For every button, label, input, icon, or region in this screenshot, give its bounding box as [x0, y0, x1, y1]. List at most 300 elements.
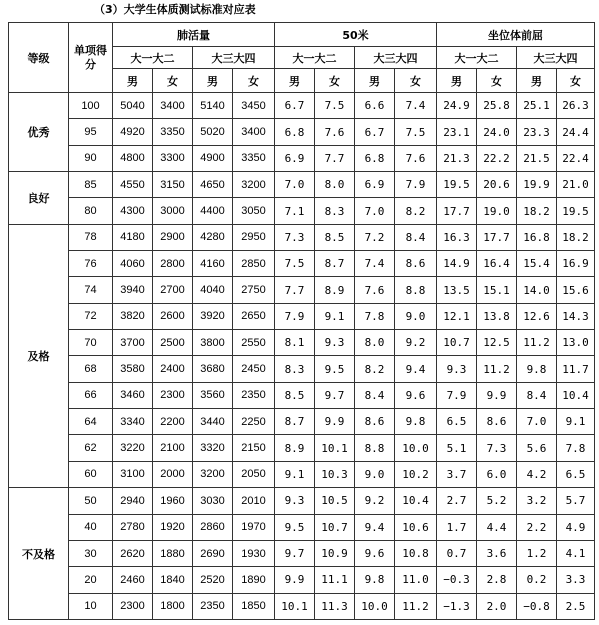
- lung-capacity-cell: 2100: [153, 435, 193, 461]
- lung-capacity-cell: 5140: [193, 93, 233, 119]
- sit-and-reach-cell: 14.9: [437, 251, 477, 277]
- score-cell: 74: [69, 277, 113, 303]
- lung-capacity-cell: 3320: [193, 435, 233, 461]
- sit-and-reach-cell: 19.9: [517, 172, 557, 198]
- lung-capacity-cell: 2860: [193, 514, 233, 540]
- sit-and-reach-cell: 6.5: [437, 409, 477, 435]
- lung-capacity-cell: 2500: [153, 330, 193, 356]
- run-50m-cell: 8.9: [275, 435, 315, 461]
- run-50m-cell: 9.2: [355, 488, 395, 514]
- run-50m-cell: 9.5: [315, 356, 355, 382]
- run-50m-cell: 9.8: [395, 409, 437, 435]
- run-50m-cell: 8.2: [395, 198, 437, 224]
- lung-capacity-cell: 2300: [153, 382, 193, 408]
- header-gender: 女: [477, 69, 517, 93]
- header-range: 大三大四: [193, 47, 275, 69]
- run-50m-cell: 9.3: [315, 330, 355, 356]
- run-50m-cell: 6.9: [355, 172, 395, 198]
- sit-and-reach-cell: 21.0: [557, 172, 595, 198]
- header-range: 大三大四: [355, 47, 437, 69]
- sit-and-reach-cell: 19.5: [437, 172, 477, 198]
- sit-and-reach-cell: 0.2: [517, 567, 557, 593]
- sit-and-reach-cell: 24.0: [477, 119, 517, 145]
- run-50m-cell: 9.1: [275, 461, 315, 487]
- sit-and-reach-cell: 15.4: [517, 251, 557, 277]
- lung-capacity-cell: 3820: [113, 303, 153, 329]
- sit-and-reach-cell: 22.2: [477, 145, 517, 171]
- lung-capacity-cell: 2520: [193, 567, 233, 593]
- score-cell: 70: [69, 330, 113, 356]
- lung-capacity-cell: 4550: [113, 172, 153, 198]
- lung-capacity-cell: 4900: [193, 145, 233, 171]
- run-50m-cell: 7.4: [395, 93, 437, 119]
- run-50m-cell: 7.6: [355, 277, 395, 303]
- run-50m-cell: 7.5: [275, 251, 315, 277]
- run-50m-cell: 8.8: [395, 277, 437, 303]
- lung-capacity-cell: 3200: [233, 172, 275, 198]
- table-row: [9, 224, 595, 250]
- lung-capacity-cell: 3440: [193, 409, 233, 435]
- sit-and-reach-cell: −0.3: [437, 567, 477, 593]
- sit-and-reach-cell: 11.2: [477, 356, 517, 382]
- run-50m-cell: 7.4: [355, 251, 395, 277]
- run-50m-cell: 9.0: [355, 461, 395, 487]
- sit-and-reach-cell: 2.7: [437, 488, 477, 514]
- run-50m-cell: 8.6: [355, 409, 395, 435]
- header-range: 大一大二: [275, 47, 355, 69]
- lung-capacity-cell: 4060: [113, 251, 153, 277]
- score-cell: 68: [69, 356, 113, 382]
- score-cell: 60: [69, 461, 113, 487]
- sit-and-reach-cell: 14.3: [557, 303, 595, 329]
- run-50m-cell: 6.6: [355, 93, 395, 119]
- run-50m-cell: 10.2: [395, 461, 437, 487]
- sit-and-reach-cell: 4.1: [557, 540, 595, 566]
- sit-and-reach-cell: 9.3: [437, 356, 477, 382]
- run-50m-cell: 7.9: [395, 172, 437, 198]
- run-50m-cell: 7.6: [315, 119, 355, 145]
- sit-and-reach-cell: 5.6: [517, 435, 557, 461]
- table-row: [9, 488, 595, 514]
- run-50m-cell: 6.7: [355, 119, 395, 145]
- run-50m-cell: 10.1: [315, 435, 355, 461]
- header-range: 大一大二: [437, 47, 517, 69]
- lung-capacity-cell: 3400: [153, 93, 193, 119]
- sit-and-reach-cell: 3.6: [477, 540, 517, 566]
- lung-capacity-cell: 2950: [233, 224, 275, 250]
- sit-and-reach-cell: 16.4: [477, 251, 517, 277]
- sit-and-reach-cell: 3.2: [517, 488, 557, 514]
- run-50m-cell: 10.6: [395, 514, 437, 540]
- lung-capacity-cell: 3450: [233, 93, 275, 119]
- sit-and-reach-cell: 2.2: [517, 514, 557, 540]
- sit-and-reach-cell: 13.0: [557, 330, 595, 356]
- run-50m-cell: 11.3: [315, 593, 355, 619]
- lung-capacity-cell: 2900: [153, 224, 193, 250]
- sit-and-reach-cell: 7.8: [557, 435, 595, 461]
- lung-capacity-cell: 2050: [233, 461, 275, 487]
- lung-capacity-cell: 1920: [153, 514, 193, 540]
- run-50m-cell: 10.4: [395, 488, 437, 514]
- lung-capacity-cell: 3200: [193, 461, 233, 487]
- run-50m-cell: 7.2: [355, 224, 395, 250]
- run-50m-cell: 10.9: [315, 540, 355, 566]
- sit-and-reach-cell: 3.7: [437, 461, 477, 487]
- sit-and-reach-cell: 14.0: [517, 277, 557, 303]
- lung-capacity-cell: 2450: [233, 356, 275, 382]
- header-group-50m-run: 50米: [275, 23, 437, 47]
- sit-and-reach-cell: 23.3: [517, 119, 557, 145]
- lung-capacity-cell: 2300: [113, 593, 153, 619]
- score-cell: 78: [69, 224, 113, 250]
- lung-capacity-cell: 2850: [233, 251, 275, 277]
- table-row: [9, 145, 595, 171]
- sit-and-reach-cell: 21.5: [517, 145, 557, 171]
- run-50m-cell: 9.9: [275, 567, 315, 593]
- run-50m-cell: 9.5: [275, 514, 315, 540]
- lung-capacity-cell: 2780: [113, 514, 153, 540]
- sit-and-reach-cell: 1.2: [517, 540, 557, 566]
- header-gender: 男: [193, 69, 233, 93]
- sit-and-reach-cell: 11.7: [557, 356, 595, 382]
- run-50m-cell: 7.5: [395, 119, 437, 145]
- lung-capacity-cell: 2350: [233, 382, 275, 408]
- lung-capacity-cell: 3000: [153, 198, 193, 224]
- score-cell: 76: [69, 251, 113, 277]
- lung-capacity-cell: 2250: [233, 409, 275, 435]
- run-50m-cell: 9.6: [395, 382, 437, 408]
- run-50m-cell: 7.8: [355, 303, 395, 329]
- lung-capacity-cell: 2550: [233, 330, 275, 356]
- run-50m-cell: 11.2: [395, 593, 437, 619]
- lung-capacity-cell: 2200: [153, 409, 193, 435]
- score-cell: 62: [69, 435, 113, 461]
- header-gender: 女: [233, 69, 275, 93]
- run-50m-cell: 9.8: [355, 567, 395, 593]
- score-cell: 100: [69, 93, 113, 119]
- lung-capacity-cell: 3400: [233, 119, 275, 145]
- header-gender: 男: [355, 69, 395, 93]
- lung-capacity-cell: 2400: [153, 356, 193, 382]
- lung-capacity-cell: 1880: [153, 540, 193, 566]
- run-50m-cell: 10.1: [275, 593, 315, 619]
- lung-capacity-cell: 5020: [193, 119, 233, 145]
- lung-capacity-cell: 1960: [153, 488, 193, 514]
- header-group-lung-capacity: 肺活量: [113, 23, 275, 47]
- lung-capacity-cell: 3680: [193, 356, 233, 382]
- sit-and-reach-cell: 17.7: [477, 224, 517, 250]
- score-cell: 10: [69, 593, 113, 619]
- lung-capacity-cell: 3460: [113, 382, 153, 408]
- header-gender: 女: [153, 69, 193, 93]
- sit-and-reach-cell: 26.3: [557, 93, 595, 119]
- sit-and-reach-cell: 16.9: [557, 251, 595, 277]
- score-cell: 40: [69, 514, 113, 540]
- table-row: [9, 330, 595, 356]
- grade-label: 优秀: [9, 93, 69, 172]
- run-50m-cell: 9.7: [315, 382, 355, 408]
- sit-and-reach-cell: 3.3: [557, 567, 595, 593]
- lung-capacity-cell: 2650: [233, 303, 275, 329]
- run-50m-cell: 7.3: [275, 224, 315, 250]
- run-50m-cell: 8.5: [315, 224, 355, 250]
- sit-and-reach-cell: 13.5: [437, 277, 477, 303]
- run-50m-cell: 11.1: [315, 567, 355, 593]
- run-50m-cell: 8.9: [315, 277, 355, 303]
- sit-and-reach-cell: 6.0: [477, 461, 517, 487]
- header-gender: 女: [395, 69, 437, 93]
- sit-and-reach-cell: 10.7: [437, 330, 477, 356]
- sit-and-reach-cell: 7.9: [437, 382, 477, 408]
- lung-capacity-cell: 1970: [233, 514, 275, 540]
- table-row: [9, 172, 595, 198]
- header-gender: 男: [113, 69, 153, 93]
- run-50m-cell: 9.0: [395, 303, 437, 329]
- sit-and-reach-cell: 16.8: [517, 224, 557, 250]
- score-cell: 20: [69, 567, 113, 593]
- lung-capacity-cell: 4180: [113, 224, 153, 250]
- run-50m-cell: 6.8: [275, 119, 315, 145]
- lung-capacity-cell: 4040: [193, 277, 233, 303]
- header-gender: 女: [315, 69, 355, 93]
- run-50m-cell: 6.9: [275, 145, 315, 171]
- sit-and-reach-cell: 9.1: [557, 409, 595, 435]
- sit-and-reach-cell: 18.2: [517, 198, 557, 224]
- run-50m-cell: 8.3: [315, 198, 355, 224]
- sit-and-reach-cell: 19.5: [557, 198, 595, 224]
- fitness-standard-table: [8, 22, 595, 620]
- sit-and-reach-cell: 5.2: [477, 488, 517, 514]
- table-row: [9, 409, 595, 435]
- sit-and-reach-cell: 1.7: [437, 514, 477, 540]
- sit-and-reach-cell: 12.1: [437, 303, 477, 329]
- header-grade: 等级: [9, 23, 69, 93]
- run-50m-cell: 7.9: [275, 303, 315, 329]
- grade-label: 良好: [9, 172, 69, 225]
- sit-and-reach-cell: 4.9: [557, 514, 595, 540]
- table-row: [9, 356, 595, 382]
- sit-and-reach-cell: 2.8: [477, 567, 517, 593]
- lung-capacity-cell: 1840: [153, 567, 193, 593]
- sit-and-reach-cell: 6.5: [557, 461, 595, 487]
- table-row: [9, 435, 595, 461]
- run-50m-cell: 9.4: [395, 356, 437, 382]
- lung-capacity-cell: 2750: [233, 277, 275, 303]
- sit-and-reach-cell: 13.8: [477, 303, 517, 329]
- lung-capacity-cell: 3050: [233, 198, 275, 224]
- sit-and-reach-cell: 21.3: [437, 145, 477, 171]
- sit-and-reach-cell: −0.8: [517, 593, 557, 619]
- lung-capacity-cell: 3800: [193, 330, 233, 356]
- score-cell: 85: [69, 172, 113, 198]
- header-gender: 女: [557, 69, 595, 93]
- page-title: （3）大学生体质测试标准对应表: [94, 3, 256, 16]
- sit-and-reach-cell: 12.6: [517, 303, 557, 329]
- lung-capacity-cell: 2150: [233, 435, 275, 461]
- run-50m-cell: 9.1: [315, 303, 355, 329]
- run-50m-cell: 8.7: [315, 251, 355, 277]
- sit-and-reach-cell: 7.0: [517, 409, 557, 435]
- sit-and-reach-cell: 18.2: [557, 224, 595, 250]
- header-range: 大三大四: [517, 47, 595, 69]
- lung-capacity-cell: 3560: [193, 382, 233, 408]
- sit-and-reach-cell: 9.8: [517, 356, 557, 382]
- run-50m-cell: 8.0: [355, 330, 395, 356]
- table-row: [9, 198, 595, 224]
- sit-and-reach-cell: 2.5: [557, 593, 595, 619]
- score-cell: 64: [69, 409, 113, 435]
- run-50m-cell: 8.2: [355, 356, 395, 382]
- sit-and-reach-cell: 24.9: [437, 93, 477, 119]
- run-50m-cell: 8.7: [275, 409, 315, 435]
- table-row: [9, 461, 595, 487]
- score-cell: 90: [69, 145, 113, 171]
- lung-capacity-cell: 4920: [113, 119, 153, 145]
- run-50m-cell: 7.0: [275, 172, 315, 198]
- table-row: [9, 93, 595, 119]
- sit-and-reach-cell: 17.7: [437, 198, 477, 224]
- sit-and-reach-cell: 5.1: [437, 435, 477, 461]
- run-50m-cell: 10.0: [355, 593, 395, 619]
- score-cell: 50: [69, 488, 113, 514]
- sit-and-reach-cell: −1.3: [437, 593, 477, 619]
- sit-and-reach-cell: 9.9: [477, 382, 517, 408]
- lung-capacity-cell: 2000: [153, 461, 193, 487]
- lung-capacity-cell: 3940: [113, 277, 153, 303]
- lung-capacity-cell: 2350: [193, 593, 233, 619]
- run-50m-cell: 6.8: [355, 145, 395, 171]
- score-cell: 80: [69, 198, 113, 224]
- run-50m-cell: 9.6: [355, 540, 395, 566]
- sit-and-reach-cell: 4.4: [477, 514, 517, 540]
- header-range: 大一大二: [113, 47, 193, 69]
- sit-and-reach-cell: 5.7: [557, 488, 595, 514]
- sit-and-reach-cell: 8.6: [477, 409, 517, 435]
- sit-and-reach-cell: 12.5: [477, 330, 517, 356]
- sit-and-reach-cell: 24.4: [557, 119, 595, 145]
- lung-capacity-cell: 3580: [113, 356, 153, 382]
- score-cell: 30: [69, 540, 113, 566]
- run-50m-cell: 11.0: [395, 567, 437, 593]
- run-50m-cell: 7.6: [395, 145, 437, 171]
- lung-capacity-cell: 2620: [113, 540, 153, 566]
- run-50m-cell: 7.7: [275, 277, 315, 303]
- run-50m-cell: 8.6: [395, 251, 437, 277]
- lung-capacity-cell: 4650: [193, 172, 233, 198]
- run-50m-cell: 10.3: [315, 461, 355, 487]
- sit-and-reach-cell: 15.1: [477, 277, 517, 303]
- run-50m-cell: 7.7: [315, 145, 355, 171]
- lung-capacity-cell: 4300: [113, 198, 153, 224]
- lung-capacity-cell: 1850: [233, 593, 275, 619]
- lung-capacity-cell: 2700: [153, 277, 193, 303]
- run-50m-cell: 7.1: [275, 198, 315, 224]
- sit-and-reach-cell: 23.1: [437, 119, 477, 145]
- table-row: [9, 251, 595, 277]
- run-50m-cell: 6.7: [275, 93, 315, 119]
- run-50m-cell: 10.7: [315, 514, 355, 540]
- run-50m-cell: 7.5: [315, 93, 355, 119]
- sit-and-reach-cell: 4.2: [517, 461, 557, 487]
- lung-capacity-cell: 4400: [193, 198, 233, 224]
- lung-capacity-cell: 5040: [113, 93, 153, 119]
- lung-capacity-cell: 3030: [193, 488, 233, 514]
- header-group-sit-and-reach: 坐位体前屈: [437, 23, 595, 47]
- header-gender: 男: [517, 69, 557, 93]
- table-row: [9, 540, 595, 566]
- run-50m-cell: 8.4: [355, 382, 395, 408]
- run-50m-cell: 9.4: [355, 514, 395, 540]
- run-50m-cell: 8.4: [395, 224, 437, 250]
- lung-capacity-cell: 4280: [193, 224, 233, 250]
- run-50m-cell: 8.8: [355, 435, 395, 461]
- table-row: [9, 382, 595, 408]
- lung-capacity-cell: 3340: [113, 409, 153, 435]
- run-50m-cell: 9.3: [275, 488, 315, 514]
- sit-and-reach-cell: 0.7: [437, 540, 477, 566]
- score-cell: 95: [69, 119, 113, 145]
- run-50m-cell: 10.5: [315, 488, 355, 514]
- run-50m-cell: 7.0: [355, 198, 395, 224]
- sit-and-reach-cell: 2.0: [477, 593, 517, 619]
- sit-and-reach-cell: 11.2: [517, 330, 557, 356]
- table-row: [9, 277, 595, 303]
- sit-and-reach-cell: 25.1: [517, 93, 557, 119]
- table-row: [9, 567, 595, 593]
- run-50m-cell: 10.0: [395, 435, 437, 461]
- lung-capacity-cell: 3100: [113, 461, 153, 487]
- table-row: [9, 119, 595, 145]
- run-50m-cell: 9.2: [395, 330, 437, 356]
- sit-and-reach-cell: 25.8: [477, 93, 517, 119]
- header-gender: 男: [437, 69, 477, 93]
- sit-and-reach-cell: 19.0: [477, 198, 517, 224]
- score-cell: 72: [69, 303, 113, 329]
- lung-capacity-cell: 1890: [233, 567, 275, 593]
- run-50m-cell: 8.1: [275, 330, 315, 356]
- grade-label: 不及格: [9, 488, 69, 620]
- sit-and-reach-cell: 22.4: [557, 145, 595, 171]
- grade-label: 及格: [9, 224, 69, 487]
- lung-capacity-cell: 3350: [233, 145, 275, 171]
- run-50m-cell: 9.7: [275, 540, 315, 566]
- sit-and-reach-cell: 7.3: [477, 435, 517, 461]
- lung-capacity-cell: 1930: [233, 540, 275, 566]
- lung-capacity-cell: 2940: [113, 488, 153, 514]
- run-50m-cell: 10.8: [395, 540, 437, 566]
- table-row: [9, 303, 595, 329]
- lung-capacity-cell: 4160: [193, 251, 233, 277]
- lung-capacity-cell: 1800: [153, 593, 193, 619]
- sit-and-reach-cell: 8.4: [517, 382, 557, 408]
- run-50m-cell: 8.0: [315, 172, 355, 198]
- lung-capacity-cell: 3350: [153, 119, 193, 145]
- lung-capacity-cell: 2800: [153, 251, 193, 277]
- run-50m-cell: 8.5: [275, 382, 315, 408]
- table-row: [9, 514, 595, 540]
- lung-capacity-cell: 3220: [113, 435, 153, 461]
- lung-capacity-cell: 2690: [193, 540, 233, 566]
- run-50m-cell: 9.9: [315, 409, 355, 435]
- header-gender: 男: [275, 69, 315, 93]
- score-cell: 66: [69, 382, 113, 408]
- table-row: [9, 593, 595, 619]
- lung-capacity-cell: 3700: [113, 330, 153, 356]
- lung-capacity-cell: 3920: [193, 303, 233, 329]
- lung-capacity-cell: 4800: [113, 145, 153, 171]
- lung-capacity-cell: 2460: [113, 567, 153, 593]
- lung-capacity-cell: 3150: [153, 172, 193, 198]
